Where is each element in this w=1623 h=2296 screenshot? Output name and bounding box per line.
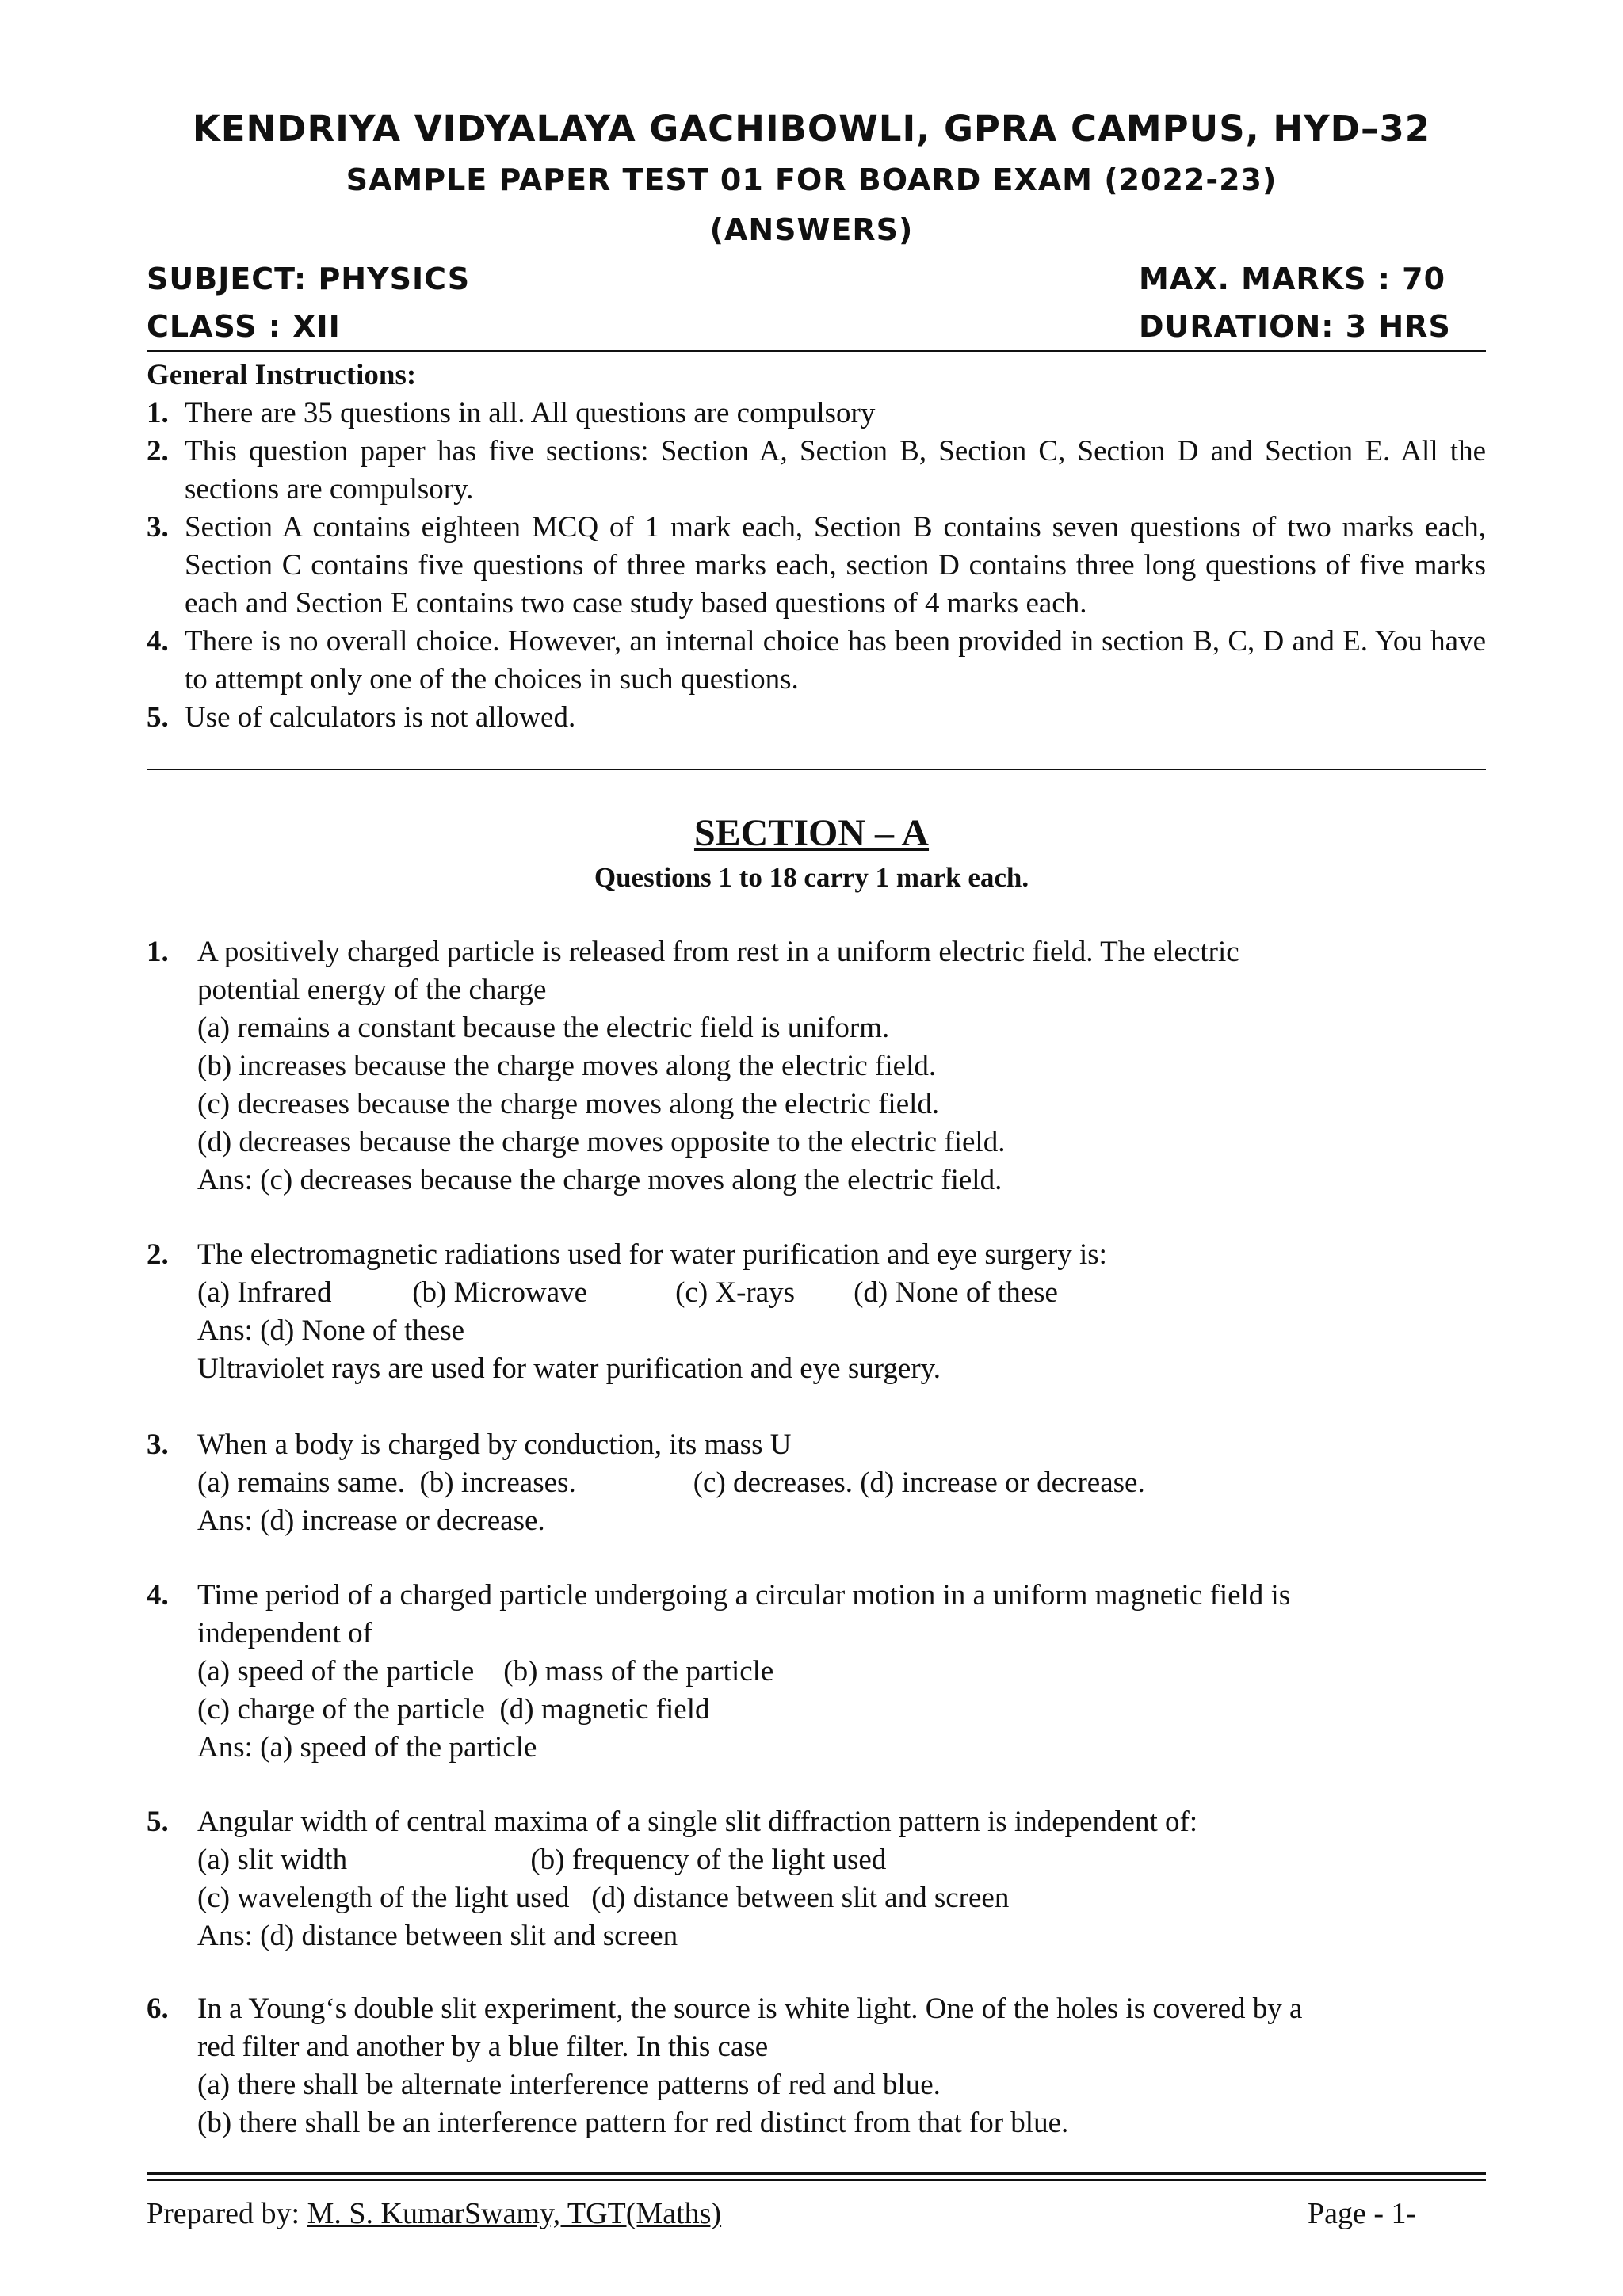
instructions-title: General Instructions: (147, 359, 417, 391)
header-rule (147, 350, 1486, 352)
prepared-name: M. S. KumarSwamy, TGT(Maths) (307, 2197, 722, 2230)
question-line: red filter and another by a blue filter. In this case (197, 2031, 769, 2063)
question-line: When a body is charged by conduction, its mass U (197, 1428, 792, 1461)
question-body (197, 1990, 1494, 2142)
question-item (147, 1426, 1494, 1540)
instruction-item (147, 509, 1486, 623)
instruction-number: 5. (147, 701, 169, 734)
answer-explanation: Ultraviolet rays are used for water purification and eye surgery. (197, 1352, 941, 1385)
general-instructions (147, 357, 1486, 737)
instruction-number: 1. (147, 397, 169, 429)
subject-label: SUBJECT: PHYSICS (147, 261, 471, 296)
option-line: (a) remains a constant because the electric field is uniform. (197, 1012, 890, 1044)
question-number: 3. (147, 1428, 169, 1461)
question-item (147, 1803, 1494, 1955)
section-subtitle: Questions 1 to 18 carry 1 mark each. (594, 862, 1029, 893)
page-number: Page - 1- (1308, 2197, 1417, 2230)
footer-rule-top (147, 2172, 1486, 2175)
option-line: (d) decreases because the charge moves opposite to the electric field. (197, 1126, 1006, 1158)
footer-prepared-by (147, 2196, 721, 2231)
answer-line: Ans: (c) decreases because the charge moves along the electric field. (197, 1164, 1002, 1196)
instructions-rule (147, 769, 1486, 770)
question-item (147, 1990, 1494, 2142)
question-line: A positively charged particle is released from rest in a uniform electric field. The electric (197, 936, 1239, 968)
option-line: (a) slit width (b) frequency of the light used (197, 1844, 887, 1876)
question-number: 1. (147, 936, 169, 968)
instruction-number: 2. (147, 435, 169, 467)
question-body (197, 1803, 1494, 1955)
question-item (147, 933, 1494, 1199)
answer-line: Ans: (d) distance between slit and screen (197, 1920, 678, 1952)
instruction-text: Section A contains eighteen MCQ of 1 mark each, Section B contains seven questions of two marks each, Section C contains five questions of three marks each, section D contains three long questions of five marks each and Section E contains two case study based questions of 4 marks each. (185, 511, 1486, 620)
option-line: (b) increases because the charge moves along the electric field. (197, 1050, 937, 1082)
question-line: Angular width of central maxima of a single slit diffraction pattern is independent of: (197, 1806, 1198, 1838)
question-item (147, 1577, 1494, 1767)
max-marks-label: MAX. MARKS : 70 (1139, 261, 1446, 296)
section-title-text: SECTION – A (693, 812, 930, 854)
question-number: 6. (147, 1993, 169, 2025)
school-name: KENDRIYA VIDYALAYA GACHIBOWLI, GPRA CAMPUS, HYD–32 (192, 108, 1431, 150)
test-title: SAMPLE PAPER TEST 01 FOR BOARD EXAM (2022-23) (346, 162, 1277, 197)
instruction-item (147, 623, 1486, 699)
instruction-text: There is no overall choice. However, an internal choice has been provided in section B, C, D and E. You have to attempt only one of the choices in such questions. (185, 625, 1486, 696)
question-body (197, 933, 1494, 1199)
instruction-text: There are 35 questions in all. All questions are compulsory (185, 397, 876, 429)
question-body (197, 1426, 1494, 1540)
question-line: The electromagnetic radiations used for water purification and eye surgery is: (197, 1238, 1107, 1271)
answer-line: Ans: (d) None of these (197, 1314, 465, 1347)
option-line: (c) decreases because the charge moves along the electric field. (197, 1088, 940, 1120)
duration-label: DURATION: 3 HRS (1139, 309, 1451, 344)
question-line: Time period of a charged particle undergoing a circular motion in a uniform magnetic field is (197, 1579, 1291, 1611)
instruction-text: This question paper has five sections: Section A, Section B, Section C, Section D and Section E. All the sections are compulsory. (185, 435, 1486, 505)
instruction-number: 3. (147, 511, 169, 543)
question-line: potential energy of the charge (197, 974, 547, 1006)
instruction-item (147, 699, 1486, 737)
class-label: CLASS : XII (147, 309, 341, 344)
question-body (197, 1236, 1494, 1388)
question-number: 4. (147, 1579, 169, 1611)
instruction-text: Use of calculators is not allowed. (185, 701, 576, 734)
instruction-number: 4. (147, 625, 169, 658)
question-body (197, 1577, 1494, 1767)
footer-rule-bottom (147, 2179, 1486, 2181)
section-title (0, 811, 1623, 855)
answer-line: Ans: (d) increase or decrease. (197, 1505, 545, 1537)
option-line: (b) there shall be an interference pattern for red distinct from that for blue. (197, 2107, 1069, 2139)
option-line: (a) speed of the particle (b) mass of the particle (197, 1655, 774, 1688)
option-line: (c) wavelength of the light used (d) distance between slit and screen (197, 1882, 1010, 1914)
question-number: 2. (147, 1238, 169, 1271)
answer-line: Ans: (a) speed of the particle (197, 1731, 537, 1764)
instruction-item (147, 433, 1486, 509)
answers-label: (ANSWERS) (709, 212, 914, 247)
question-number: 5. (147, 1806, 169, 1838)
option-line: (a) there shall be alternate interference patterns of red and blue. (197, 2069, 941, 2101)
option-line: (a) remains same. (b) increases. (c) decreases. (d) increase or decrease. (197, 1466, 1145, 1499)
prepared-label: Prepared by: (147, 2197, 307, 2230)
question-item (147, 1236, 1494, 1388)
option-line: (c) charge of the particle (d) magnetic field (197, 1693, 710, 1726)
instruction-item (147, 395, 1486, 433)
question-line: independent of (197, 1617, 372, 1650)
question-line: In a Young‘s double slit experiment, the source is white light. One of the holes is covered by a (197, 1993, 1303, 2025)
option-line: (a) Infrared (b) Microwave (c) X-rays (d) None of these (197, 1276, 1058, 1309)
